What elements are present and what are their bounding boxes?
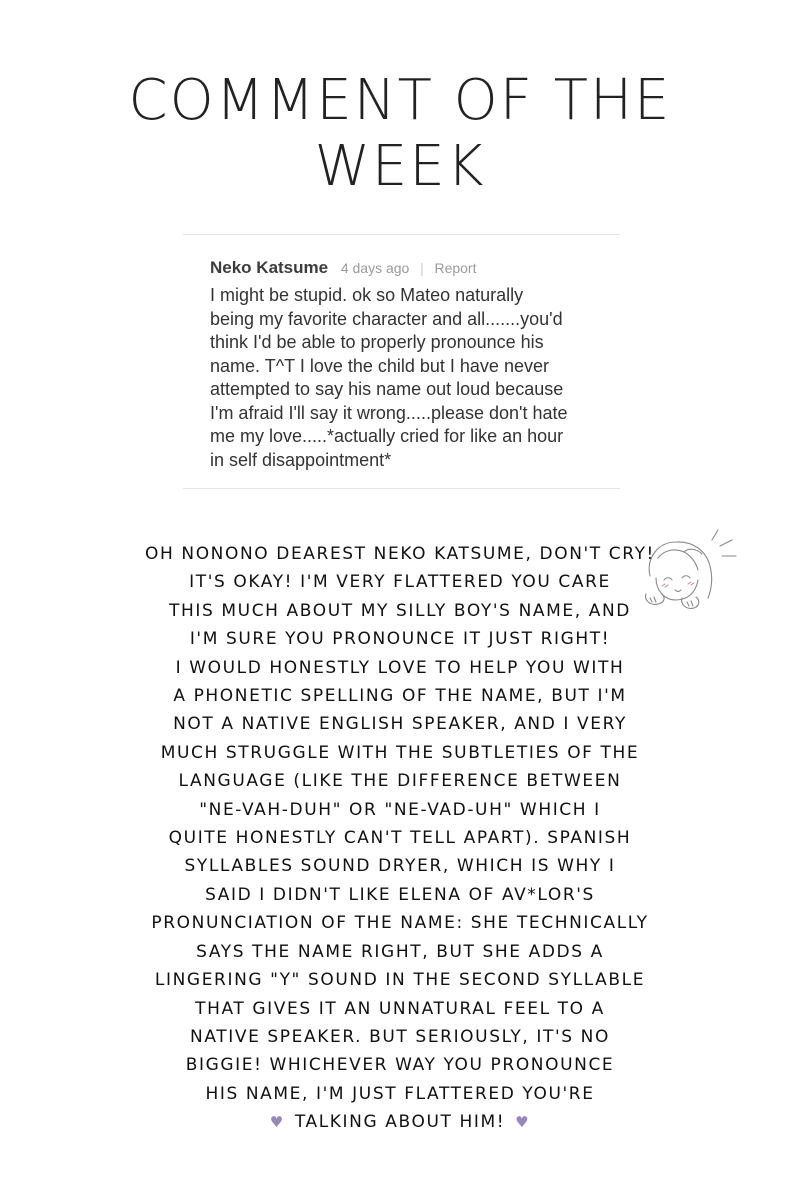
top-divider (183, 234, 620, 235)
comment-line: me my love.....*actually cried for like an hour (210, 426, 564, 446)
comment-separator: | (420, 260, 424, 276)
reply-line: SAID I DIDN'T LIKE ELENA OF AV*LOR'S (205, 884, 595, 905)
reply-line: QUITE HONESTLY CAN'T TELL APART). SPANISH (168, 828, 632, 849)
comment-card (210, 256, 610, 472)
reply-line: I'M SURE YOU PRONOUNCE IT JUST RIGHT! (189, 629, 611, 650)
reply-line: I WOULD HONESTLY LOVE TO HELP YOU WITH (175, 657, 625, 678)
page-title (0, 68, 800, 200)
reply-last-line (0, 1108, 800, 1136)
reply-line: HIS NAME, I'M JUST FLATTERED YOU'RE (205, 1083, 595, 1104)
comment-body (210, 284, 610, 472)
reply-line: OH NONONO DEAREST NEKO KATSUME, DON'T CRY! (145, 544, 655, 564)
report-link[interactable]: Report (434, 260, 477, 276)
reply-line: THIS MUCH ABOUT MY SILLY BOY'S NAME, AND (169, 600, 631, 621)
comment-line: think I'd be able to properly pronounce his (210, 332, 544, 352)
comment-line: being my favorite character and all.......you'd (210, 308, 563, 329)
reply-line: IT'S OKAY! I'M VERY FLATTERED YOU CARE (189, 572, 611, 593)
reply-line: "NE-VAH-DUH" OR "NE-VAD-UH" WHICH I (199, 799, 601, 820)
reply-line: A PHONETIC SPELLING OF THE NAME, BUT I'M (173, 686, 627, 707)
comment-line: I'm afraid I'll say it wrong.....please don't hate (210, 402, 568, 423)
comment-line: name. T^T I love the child but I have never (210, 355, 549, 376)
reply-line: NATIVE SPEAKER. BUT SERIOUSLY, IT'S NO (190, 1026, 610, 1047)
reply-line: SAYS THE NAME RIGHT, BUT SHE ADDS A (196, 941, 604, 962)
reply-line: THAT GIVES IT AN UNNATURAL FEEL TO A (195, 998, 605, 1019)
heart-right-icon: ♥ (515, 1113, 531, 1132)
reply-line: LINGERING "Y" SOUND IN THE SECOND SYLLABLE (154, 970, 646, 991)
reply-line: LANGUAGE (LIKE THE DIFFERENCE BETWEEN (178, 771, 622, 792)
reply-line: SYLLABLES SOUND DRYER, WHICH IS WHY I (184, 856, 616, 877)
reply-line: TALKING ABOUT HIM! (294, 1112, 506, 1133)
reply-line: PRONUNCIATION OF THE NAME: SHE TECHNICALLY (151, 913, 649, 934)
comment-timestamp: 4 days ago (340, 260, 410, 276)
title-line-2: WEEK (314, 134, 486, 199)
comment-line: attempted to say his name out loud because (210, 379, 564, 399)
comment-author[interactable]: Neko Katsume (210, 258, 329, 277)
bottom-divider (183, 488, 620, 489)
reply-line: NOT A NATIVE ENGLISH SPEAKER, AND I VERY (173, 714, 627, 735)
heart-left-icon: ♥ (269, 1113, 285, 1132)
title-line-1: COMMENT OF THE (128, 68, 672, 133)
comment-line: in self disappointment* (210, 449, 392, 470)
author-reply (0, 540, 800, 1137)
comment-header (210, 256, 610, 280)
reply-line: MUCH STRUGGLE WITH THE SUBTLETIES OF THE (160, 742, 640, 763)
comment-line: I might be stupid. ok so Mateo naturally (210, 285, 524, 305)
reply-line: BIGGIE! WHICHEVER WAY YOU PRONOUNCE (185, 1055, 615, 1076)
